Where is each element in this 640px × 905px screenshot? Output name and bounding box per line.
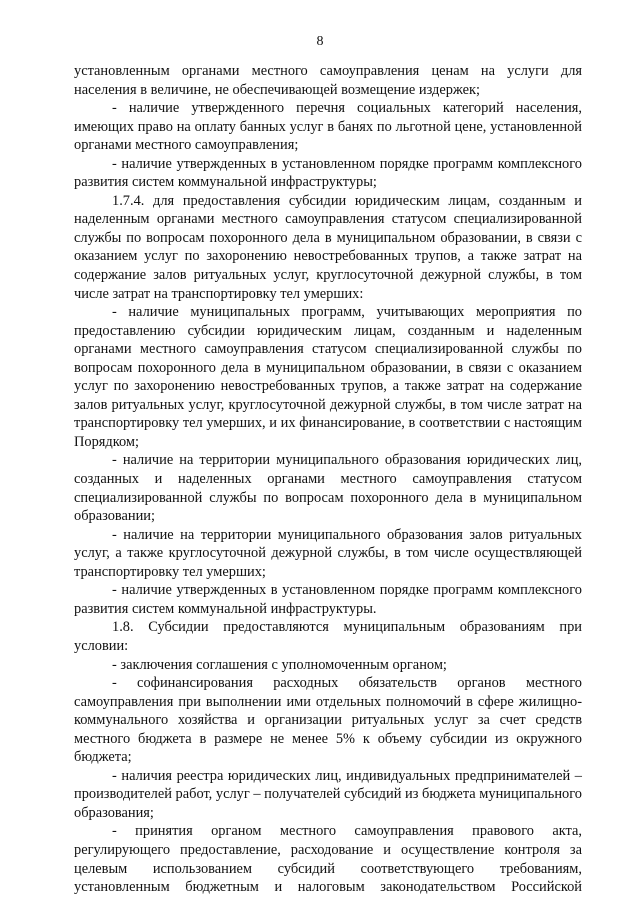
paragraph-12: - наличия реестра юридических лиц, индивидуальных предпринимателей – производителей работ, услуг – получателей субсидий из бюджета муниципального образования; — [74, 767, 582, 821]
paragraph-8: - наличие утвержденных в установленном порядке программ комплексного развития систем коммунальной инфраструктуры. — [74, 582, 582, 617]
paragraph-2: - наличие утвержденного перечня социальных категорий населения, имеющих право на оплату банных услуг в банях по льготной цене, установленной органами местного самоуправления; — [74, 100, 582, 154]
paragraph-3: - наличие утвержденных в установленном порядке программ комплексного развития систем коммунальной инфраструктуры; — [74, 155, 582, 191]
paragraph-13: - принятия органом местного самоуправления правового акта, регулирующего предоставление, расходование и осуществление контроля за целевым использованием субсидий соответствующего требованиям, установленным бюджетным и налоговым законодательством Российской — [74, 823, 582, 896]
paragraph-4: 1.7.4. для предоставления субсидии юридическим лицам, созданным и наделенным органами местного самоуправления статусом специализированной службы по вопросам похоронного дела в муниципальном образовании, в связи с оказанием услуг по захоронению невостребованных трупов, а также затрат на содержание залов ритуальных услуг, круглосуточной дежурной службы, в том числе затрат на транспортировку тел умерших: — [74, 192, 582, 302]
page-number: 8 — [316, 34, 324, 49]
paragraph-11: - софинансирования расходных обязательств органов местного самоуправления при выполнении ими отдельных полномочий в сфере жилищно-коммунального хозяйства и организации ритуальных услуг за счет средств местного бюджета в размере не менее 5% к объему субсидии из окружного бюджета; — [74, 675, 582, 766]
paragraph-1: установленным органами местного самоуправления ценам на услуги для населения в величине, не обеспечивающей возмещение издержек; — [74, 63, 582, 98]
paragraph-9: 1.8. Субсидии предоставляются муниципальным образованиям при условии: — [74, 619, 582, 654]
paragraph-5: - наличие муниципальных программ, учитывающих мероприятия по предоставлению субсидии юридическим лицам, созданным и наделенным органами местного самоуправления статусом специализированной службы по вопросам похоронного дела в муниципальном образовании, в связи с оказанием услуг по захоронению невостребованных трупов, а также затрат на содержание залов ритуальных услуг, круглосуточной дежурной службы, в том числе затрат на транспортировку тел умерших, и их финансирование, в соответствии с настоящим Порядком; — [74, 304, 582, 450]
paragraph-6: - наличие на территории муниципального образования юридических лиц, созданных и наделенных органами местного самоуправления статусом специализированной службы по вопросам похоронного дела в муниципальном образовании; — [74, 452, 582, 525]
paragraph-10: - заключения соглашения с уполномоченным органом; — [112, 656, 447, 673]
document-body — [74, 62, 582, 897]
paragraph-7: - наличие на территории муниципального образования залов ритуальных услуг, а также круглосуточной дежурной службы, в том числе осуществляющей транспортировку тел умерших; — [74, 526, 582, 580]
